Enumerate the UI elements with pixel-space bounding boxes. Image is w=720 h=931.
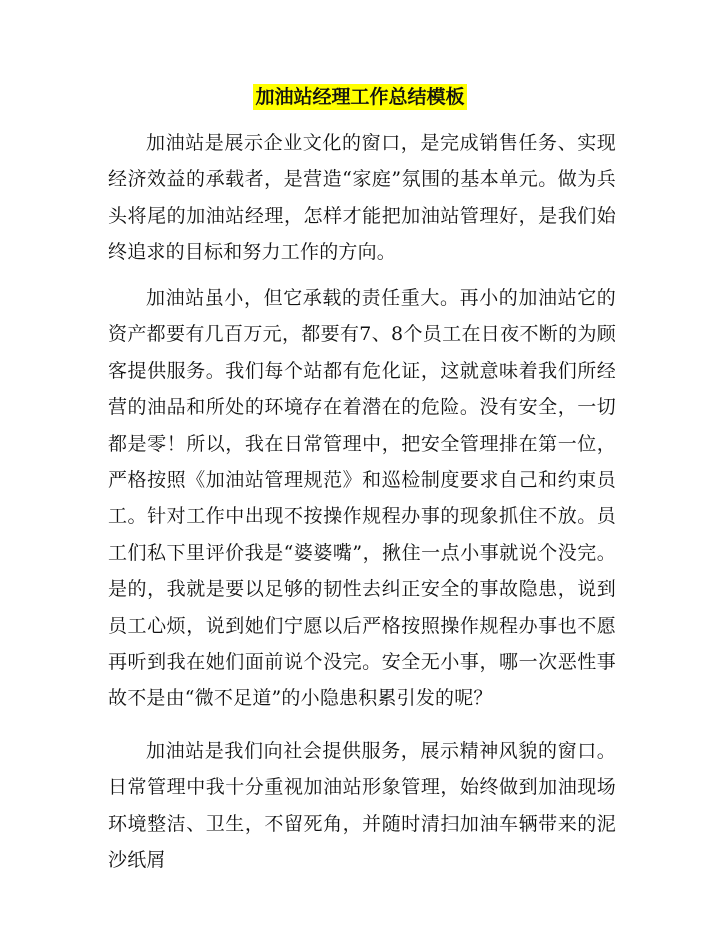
document-title: 加油站经理工作总结模板 — [255, 86, 465, 108]
paragraph-2: 加油站虽小，但它承载的责任重大。再小的加油站它的资产都要有几百万元，都要有7、8个员工在日夜不断的为顾客提供服务。我们每个站都有危化证，这就意味着我们所经营的油品和所处的环境存在着潜在的危险。没有安全，一切都是零！所以，我在日常管理中，把安全管理排在第一位，严格按照《加油站管理规范》和巡检制度要求自己和约束员工。针对工作中出现不按操作规程办事的现象抓住不放。员工们私下里评价我是“婆婆嘴”，揪住一点小事就说个没完。是的，我就是要以足够的韧性去纠正安全的事故隐患，说到员工心烦，说到她们宁愿以后严格按照操作规程办事也不愿再听到我在她们面前说个没完。安全无小事，哪一次恶性事故不是由“微不足道”的小隐患积累引发的呢？ — [108, 287, 616, 710]
paragraph-1: 加油站是展示企业文化的窗口，是完成销售任务、实现经济效益的承载者，是营造“家庭”氛围的基本单元。做为兵头将尾的加油站经理，怎样才能把加油站管理好，是我们始终追求的目标和努力工作的方向。 — [108, 132, 616, 264]
paragraph-3: 加油站是我们向社会提供服务，展示精神风貌的窗口。日常管理中我十分重视加油站形象管理，始终做到加油现场环境整洁、卫生，不留死角，并随时清扫加油车辆带来的泥沙纸屑 — [108, 740, 616, 872]
title-container — [0, 84, 720, 110]
